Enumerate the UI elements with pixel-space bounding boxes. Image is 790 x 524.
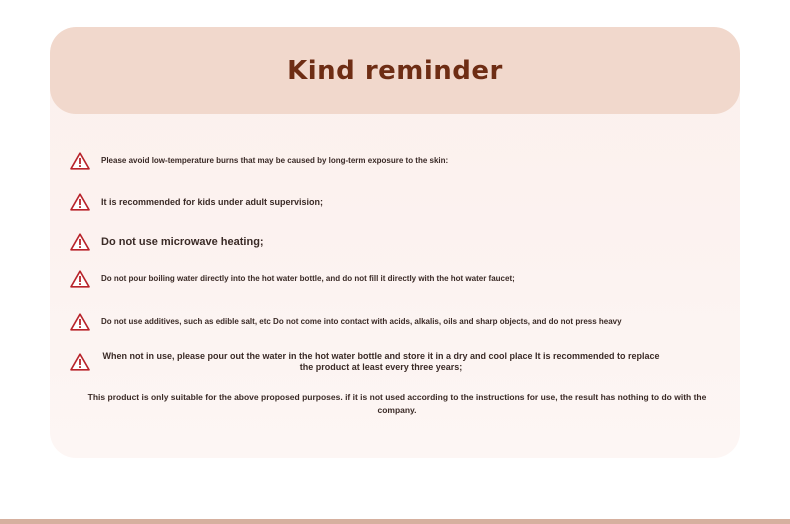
warning-triangle-icon xyxy=(70,152,90,170)
list-item xyxy=(70,313,622,331)
list-item xyxy=(70,351,661,373)
warning-triangle-icon xyxy=(70,270,90,288)
list-item-text: When not in use, please pour out the water in the hot water bottle and store it in a dry and cool place It is recommended to replace the product at least every three years; xyxy=(102,351,660,372)
list-item-text: Do not use microwave heating; xyxy=(101,235,264,248)
warning-triangle-icon xyxy=(70,313,90,331)
list-item-text: Please avoid low-temperature burns that may be caused by long-term exposure to the skin: xyxy=(101,155,449,165)
reminder-header xyxy=(50,27,740,114)
warning-triangle-icon xyxy=(70,233,90,251)
list-item-text: It is recommended for kids under adult supervision; xyxy=(101,196,324,207)
list-item-text: Do not pour boiling water directly into the hot water bottle, and do not fill it directly with the hot water faucet; xyxy=(101,273,515,283)
reminder-card xyxy=(50,27,740,458)
disclaimer-note: This product is only suitable for the above proposed purposes. if it is not used according to the instructions for use, the result has nothing to do with the company. xyxy=(87,392,707,415)
page-title: Kind reminder xyxy=(287,55,503,86)
list-item xyxy=(70,152,448,170)
warning-triangle-icon xyxy=(70,193,90,211)
warning-triangle-icon xyxy=(70,353,90,371)
bottom-divider xyxy=(0,519,790,524)
list-item xyxy=(70,233,264,251)
list-item xyxy=(70,270,541,288)
list-item-text: Do not use additives, such as edible salt, etc Do not come into contact with acids, alkalis, oils and sharp objects, and do not press heavy xyxy=(101,316,622,326)
list-item xyxy=(70,193,323,211)
